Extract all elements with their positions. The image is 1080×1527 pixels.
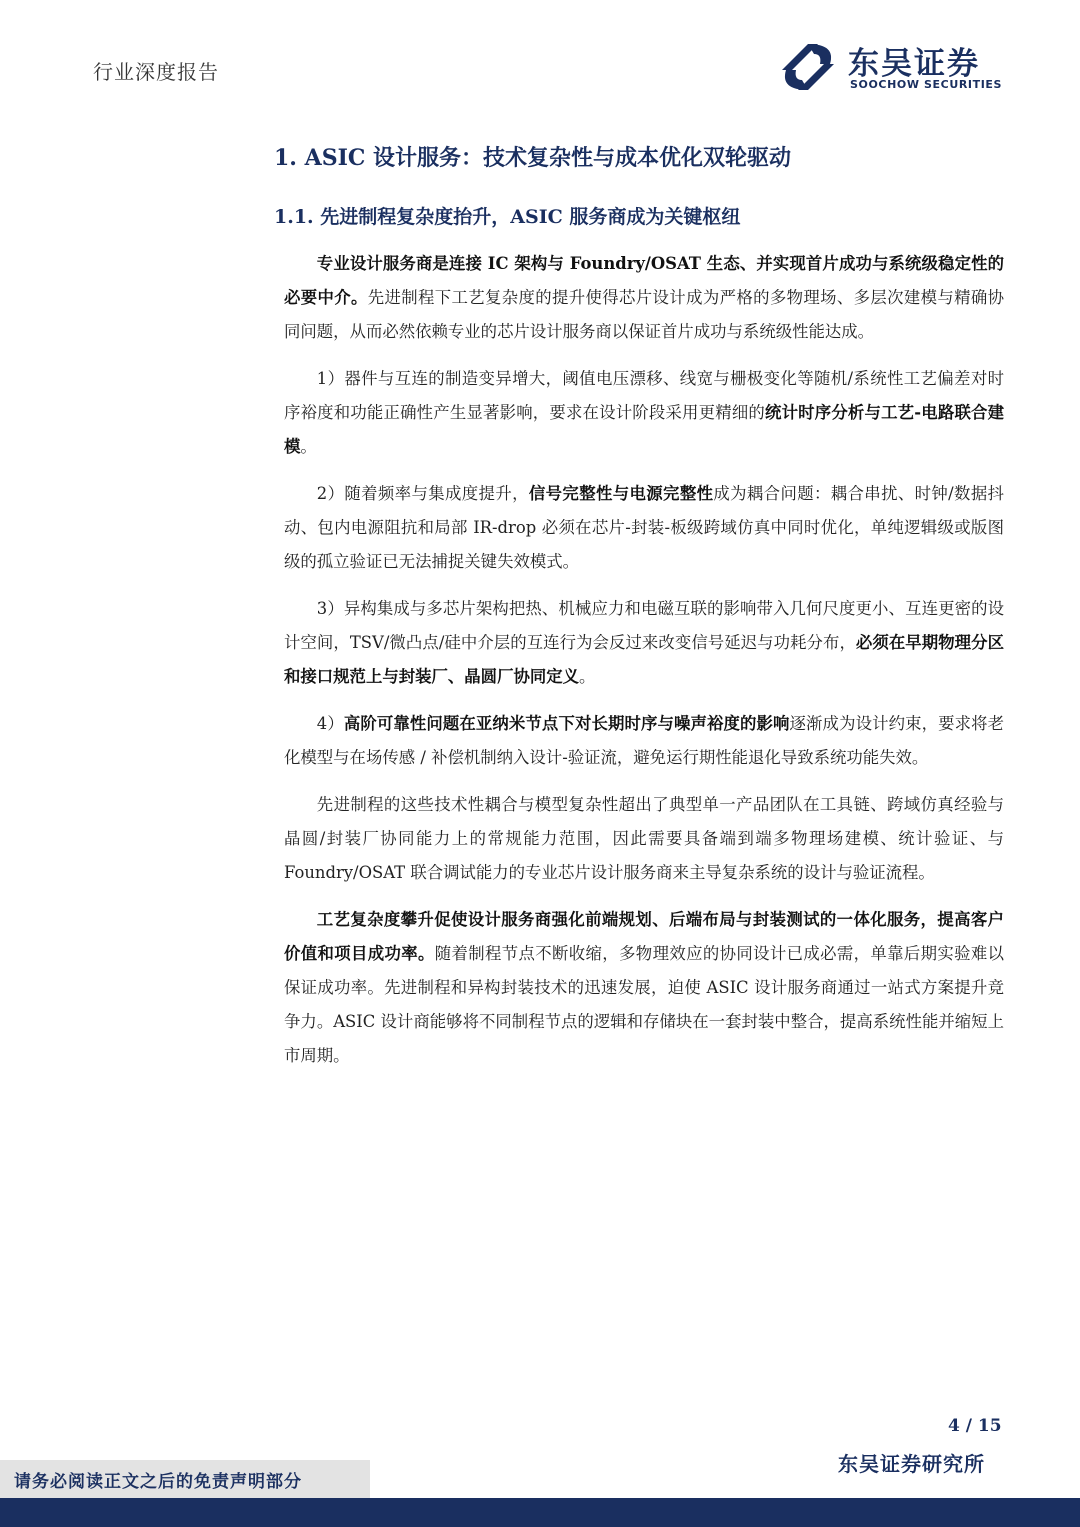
body-paragraph [284, 788, 1004, 890]
body-paragraph [284, 477, 1004, 579]
paragraph-text: 成为耦合问题：耦合串扰、时钟/数据抖动、包内电源阻抗和局部 IR-drop 必须在芯片-封装-板级跨域仿真中同时优化，单纯逻辑级或版图级的孤立验证已无法捕捉关键失效模式。 [284, 484, 1004, 571]
paragraph-text: 先进制程的这些技术性耦合与模型复杂性超出了典型单一产品团队在工具链、跨域仿真经验与晶圆/封装厂协同能力上的常规能力范围，因此需要具备端到端多物理场建模、统计验证、与 Foundry/OSAT 联合调试能力的专业芯片设计服务商来主导复杂系统的设计与验证流程。 [284, 795, 1004, 882]
disclaimer-text: 请务必阅读正文之后的免责声明部分 [14, 1472, 302, 1492]
paragraph-text: 随着制程节点不断收缩，多物理效应的协同设计已成必需，单靠后期实验难以保证成功率。先进制程和异构封装技术的迅速发展，迫使 ASIC 设计服务商通过一站式方案提升竞争力。ASIC 设计商能够将不同制程节点的逻辑和存储块在一套封装中整合，提高系统性能并缩短上市周期。 [284, 944, 1005, 1065]
body-paragraph [284, 707, 1004, 775]
footer-bar [0, 1498, 1080, 1527]
paragraph-text: 3）异构集成与多芯片架构把热、机械应力和电磁互联的影响带入几何尺度更小、互连更密的设计空间，TSV/微凸点/硅中介层的互连行为会反过来改变信号延迟与功耗分布， [284, 599, 1004, 652]
footer-organization: 东吴证券研究所 [838, 1452, 985, 1476]
company-logo [778, 38, 1008, 96]
emphasis-text: 必须在早期物理分区和接口规范上与封装厂、晶圆厂协同定义 [284, 633, 1004, 686]
body-paragraph [284, 903, 1004, 1073]
report-body [284, 247, 1004, 1086]
body-paragraph [284, 362, 1004, 464]
logo-english-name: SOOCHOW SECURITIES [850, 78, 1003, 91]
emphasis-text: 信号完整性与电源完整性 [528, 484, 714, 503]
disclaimer-banner [0, 1460, 370, 1498]
emphasis-text: 高阶可靠性问题在亚纳米节点下对长期时序与噪声裕度的影响 [343, 714, 790, 733]
section-heading: 1. ASIC 设计服务：技术复杂性与成本优化双轮驱动 [274, 145, 792, 171]
paragraph-text: 。 [579, 667, 596, 686]
paragraph-text: 2）随着频率与集成度提升， [316, 484, 529, 503]
subsection-heading: 1.1. 先进制程复杂度抬升，ASIC 服务商成为关键枢纽 [274, 206, 741, 228]
logo-chinese-name: 东吴证券 [848, 46, 980, 82]
soochow-logo-icon [778, 40, 840, 94]
emphasis-text: 工艺复杂度攀升促使设计服务商强化前端规划、后端布局与封装测试的一体化服务，提高客户价值和项目成功率。 [284, 910, 1004, 963]
emphasis-text: 统计时序分析与工艺-电路联合建模 [284, 403, 1005, 456]
paragraph-text: 逐渐成为设计约束，要求将老化模型与在场传感 / 补偿机制纳入设计-验证流，避免运行期性能退化导致系统功能失效。 [284, 714, 1005, 767]
report-type-label: 行业深度报告 [93, 60, 219, 84]
paragraph-text: 1）器件与互连的制造变异增大，阈值电压漂移、线宽与栅极变化等随机/系统性工艺偏差对时序裕度和功能正确性产生显著影响，要求在设计阶段采用更精细的 [284, 369, 1004, 422]
paragraph-text: 。 [300, 437, 317, 456]
emphasis-text: 专业设计服务商是连接 IC 架构与 Foundry/OSAT 生态、并实现首片成功与系统级稳定性的必要中介。 [284, 254, 1004, 307]
paragraph-text: 先进制程下工艺复杂度的提升使得芯片设计成为严格的多物理场、多层次建模与精确协同问题，从而必然依赖专业的芯片设计服务商以保证首片成功与系统级性能达成。 [284, 288, 1005, 341]
paragraph-text: 4） [316, 714, 344, 733]
body-paragraph [284, 247, 1004, 349]
body-paragraph [284, 592, 1004, 694]
page-number: 4 / 15 [948, 1416, 1002, 1436]
